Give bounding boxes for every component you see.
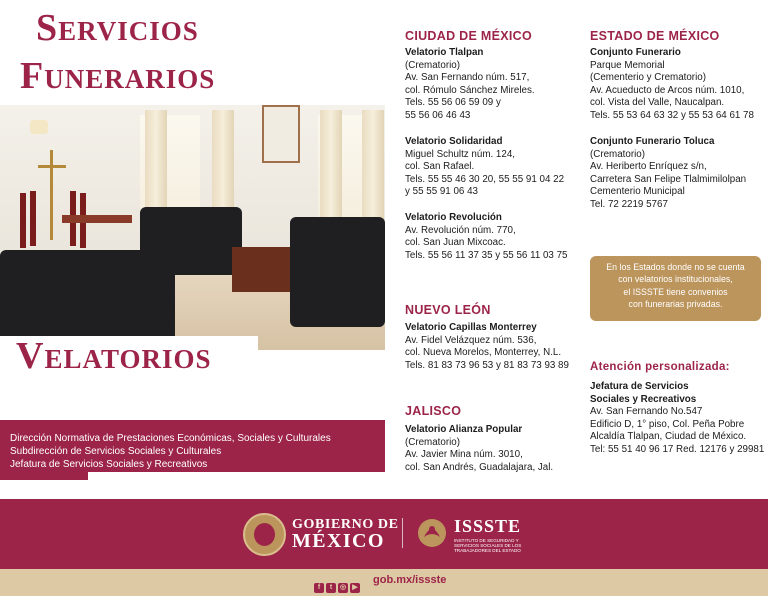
- velatorio-entry: [405, 212, 568, 262]
- entry-line: col. Rómulo Sánchez Mireles.: [405, 84, 535, 96]
- region-heading-jalisco: JALISCO: [405, 404, 462, 418]
- entry-line: (Crematorio): [590, 148, 645, 160]
- issste-logo-icon: [416, 517, 448, 549]
- entry-line: col. Nueva Morelos, Monterrey, N.L.: [405, 347, 562, 359]
- entry-name: Conjunto Funerario: [590, 47, 681, 58]
- page-title-line-2: Funerarios: [20, 55, 216, 97]
- entry-line: col. San Andrés, Guadalajara, Jal.: [405, 461, 554, 473]
- entry-line: y 55 55 91 06 43: [405, 186, 478, 198]
- velatorio-entry: [405, 424, 553, 474]
- gobierno-logo-line2: MÉXICO: [292, 530, 385, 552]
- section-title: Velatorios: [16, 335, 212, 377]
- entry-line: Carretera San Felipe Tlalmimilolpan: [590, 173, 747, 185]
- entry-line: 55 56 06 46 43: [405, 109, 471, 121]
- issste-logo-text: ISSSTE: [454, 516, 522, 536]
- entry-line: Av. Javier Mina núm. 3010,: [405, 449, 523, 461]
- entry-name: Velatorio Solidaridad: [405, 136, 503, 147]
- entry-line: Tels. 81 83 73 96 53 y 81 83 73 93 89: [405, 359, 569, 371]
- entry-line: Tels. 55 56 06 59 09 y: [405, 97, 501, 109]
- entry-line: Tel. 72 2219 5767: [590, 198, 668, 210]
- seal-center: [254, 523, 275, 546]
- facebook-icon[interactable]: f: [314, 583, 324, 593]
- department-line: Jefatura de Servicios Sociales y Recreativos: [10, 459, 208, 470]
- entry-line: Miguel Schultz núm. 124,: [405, 148, 515, 160]
- region-heading-cdmx: CIUDAD DE MÉXICO: [405, 29, 533, 43]
- entry-line: Av. Acueducto de Arcos núm. 1010,: [590, 84, 745, 96]
- velatorio-room-photo: [0, 105, 385, 350]
- entry-name: Velatorio Revolución: [405, 212, 502, 223]
- entry-name: Velatorio Capillas Monterrey: [405, 322, 537, 333]
- entry-line: Av. San Fernando No.547: [590, 406, 703, 418]
- entry-line: col. Vista del Valle, Naucalpan.: [590, 97, 725, 109]
- department-line: Subdirección de Servicios Sociales y Culturales: [10, 446, 222, 457]
- department-line: Dirección Normativa de Prestaciones Económicas, Sociales y Culturales: [10, 433, 331, 444]
- entry-line: Edificio D, 1° piso, Col. Peña Pobre: [590, 418, 745, 430]
- attention-heading: Atención personalizada:: [590, 361, 730, 373]
- velatorio-entry: [405, 47, 535, 123]
- social-icons: [314, 576, 362, 591]
- velatorio-entry: [405, 322, 569, 372]
- entry-name: Conjunto Funerario Toluca: [590, 136, 715, 147]
- entry-line: Alcaldía Tlalpan, Ciudad de México.: [590, 431, 747, 443]
- note-line: el ISSSTE tiene convenios: [623, 286, 728, 297]
- velatorio-entry: [405, 136, 564, 199]
- department-band-tab: [0, 472, 88, 480]
- region-heading-nuevo-leon: NUEVO LEÓN: [405, 303, 491, 317]
- page-title-line-1: Servicios: [36, 7, 199, 49]
- entry-line: (Cementerio y Crematorio): [590, 72, 706, 84]
- entry-line: (Crematorio): [405, 436, 460, 448]
- entry-line: Av. Revolución núm. 770,: [405, 224, 516, 236]
- entry-line: col. San Juan Mixcoac.: [405, 237, 506, 249]
- entry-name: Jefatura de Servicios: [590, 381, 689, 392]
- entry-line: Av. Fidel Velázquez núm. 536,: [405, 334, 537, 346]
- entry-line: Parque Memorial: [590, 59, 665, 71]
- twitter-icon[interactable]: t: [326, 583, 336, 593]
- entry-line: col. San Rafael.: [405, 161, 475, 173]
- entry-line: Av. San Fernando núm. 517,: [405, 72, 530, 84]
- entry-line: Cementerio Municipal: [590, 186, 685, 198]
- note-line: con velatorios institucionales,: [618, 274, 733, 285]
- attention-entry: [590, 381, 764, 457]
- entry-name: Velatorio Alianza Popular: [405, 424, 523, 435]
- region-heading-edomex: ESTADO DE MÉXICO: [590, 29, 720, 43]
- issste-logo-subtitle: INSTITUTO DE SEGURIDAD Y SERVICIOS SOCIALES DE LOS TRABAJADORES DEL ESTADO: [454, 538, 522, 554]
- velatorio-entry: [590, 136, 746, 212]
- logo-divider: [402, 518, 403, 548]
- gobierno-logo-line1: GOBIERNO DE: [292, 517, 399, 532]
- velatorio-entry: [590, 47, 754, 123]
- entry-line: Tels. 55 53 64 63 32 y 55 53 64 61 78: [590, 109, 754, 121]
- website-link[interactable]: gob.mx/issste: [373, 574, 447, 586]
- note-line: con funerarias privadas.: [628, 299, 723, 310]
- entry-line: (Crematorio): [405, 59, 460, 71]
- youtube-icon[interactable]: ▶: [350, 583, 360, 593]
- private-agreements-note: [590, 256, 761, 321]
- entry-name: Velatorio Tlalpan: [405, 47, 484, 58]
- note-line: En los Estados donde no se cuenta: [606, 262, 745, 272]
- entry-line: Tel: 55 51 40 96 17 Red. 12176 y 29981: [590, 443, 765, 455]
- entry-line: Av. Heriberto Enríquez s/n,: [590, 161, 707, 173]
- entry-name: Sociales y Recreativos: [590, 393, 697, 405]
- entry-line: Tels. 55 55 46 30 20, 55 55 91 04 22: [405, 173, 565, 185]
- instagram-icon[interactable]: ◎: [339, 584, 347, 591]
- entry-line: Tels. 55 56 11 37 35 y 55 56 11 03 75: [405, 249, 568, 261]
